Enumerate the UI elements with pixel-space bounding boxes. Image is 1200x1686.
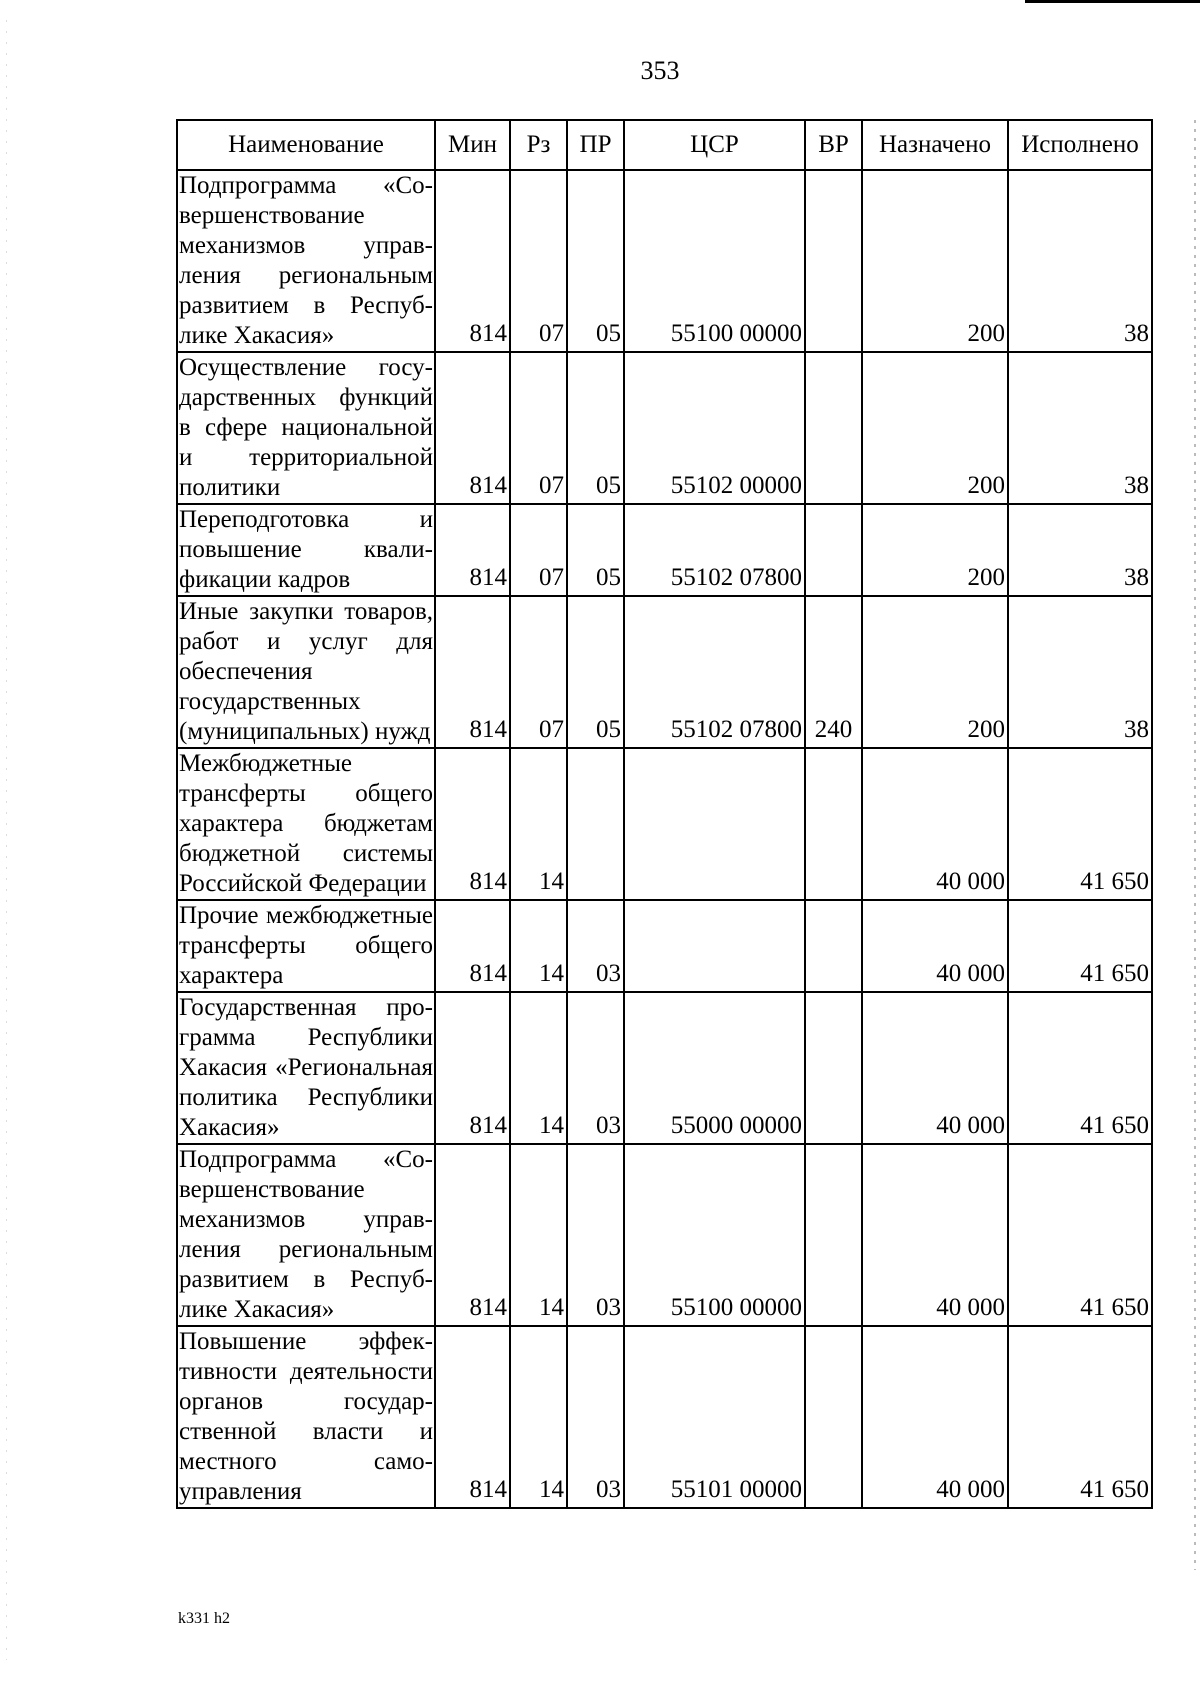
header-vr: ВР [805,120,862,170]
cell-name: Подпрограмма «Совершенствование механизмов управления региональным развитием в Республике Хакасия» [177,1144,435,1326]
cell-vr [805,748,862,900]
cell-min: 814 [435,596,510,748]
cell-pr: 03 [567,992,624,1144]
cell-executed: 38 [1008,352,1152,504]
cell-assigned: 40 000 [862,992,1008,1144]
cell-vr: 240 [805,596,862,748]
cell-min: 814 [435,1326,510,1508]
header-executed: Исполнено [1008,120,1152,170]
cell-pr: 05 [567,504,624,596]
cell-name: Переподготовка и повышение квалификации кадров [177,504,435,596]
cell-csr: 55102 07800 [624,504,805,596]
cell-name: Государственная программа Республики Хакасия «Региональная политика Республики Хакасия» [177,992,435,1144]
cell-min: 814 [435,504,510,596]
header-assigned: Назначено [862,120,1008,170]
scan-edge-right [1194,120,1196,1570]
cell-executed: 41 650 [1008,748,1152,900]
table-row [177,504,1152,596]
cell-csr: 55102 07800 [624,596,805,748]
cell-assigned: 200 [862,504,1008,596]
cell-rz: 14 [510,900,567,992]
cell-assigned: 200 [862,170,1008,352]
cell-name: Иные закупки товаров, работ и услуг для обеспечения государственных (муниципальных) нужд [177,596,435,748]
cell-name: Прочие межбюджетные трансферты общего характера [177,900,435,992]
cell-min: 814 [435,900,510,992]
cell-assigned: 40 000 [862,900,1008,992]
table-body [177,170,1152,1508]
cell-assigned: 200 [862,352,1008,504]
cell-name: Повышение эффективности деятельности органов государственной власти и местного самоуправления [177,1326,435,1508]
cell-vr [805,170,862,352]
cell-min: 814 [435,170,510,352]
cell-vr [805,504,862,596]
cell-rz: 14 [510,748,567,900]
cell-assigned: 200 [862,596,1008,748]
cell-csr [624,900,805,992]
table-row [177,596,1152,748]
table-row [177,352,1152,504]
cell-vr [805,992,862,1144]
cell-csr: 55000 00000 [624,992,805,1144]
cell-assigned: 40 000 [862,1144,1008,1326]
cell-pr: 05 [567,352,624,504]
cell-rz: 07 [510,504,567,596]
cell-vr [805,352,862,504]
cell-min: 814 [435,352,510,504]
cell-assigned: 40 000 [862,748,1008,900]
header-csr: ЦСР [624,120,805,170]
cell-name: Межбюджетные трансферты общего характера бюджетам бюджетной системы Российской Федерации [177,748,435,900]
cell-min: 814 [435,992,510,1144]
table-row [177,1326,1152,1508]
header-min: Мин [435,120,510,170]
cell-min: 814 [435,1144,510,1326]
cell-executed: 38 [1008,504,1152,596]
cell-vr [805,900,862,992]
cell-csr: 55102 00000 [624,352,805,504]
table-row [177,1144,1152,1326]
cell-rz: 07 [510,596,567,748]
cell-rz: 07 [510,352,567,504]
cell-rz: 14 [510,1144,567,1326]
cell-executed: 41 650 [1008,1144,1152,1326]
cell-executed: 41 650 [1008,1326,1152,1508]
cell-executed: 41 650 [1008,900,1152,992]
top-edge-rule [1025,0,1200,3]
footer-code: k331 h2 [178,1610,230,1627]
cell-rz: 07 [510,170,567,352]
cell-executed: 38 [1008,170,1152,352]
cell-rz: 14 [510,992,567,1144]
cell-name: Подпрограмма «Совершенствование механизмов управления региональным развитием в Республике Хакасия» [177,170,435,352]
cell-pr: 03 [567,1326,624,1508]
table-header-row [177,120,1152,170]
page-number: 353 [640,56,680,85]
cell-csr: 55100 00000 [624,170,805,352]
cell-rz: 14 [510,1326,567,1508]
header-pr: ПР [567,120,624,170]
cell-executed: 38 [1008,596,1152,748]
table-row [177,992,1152,1144]
cell-pr: 05 [567,170,624,352]
cell-name: Осуществление государственных функций в сфере национальной и территориальной политики [177,352,435,504]
cell-vr [805,1144,862,1326]
header-name: Наименование [177,120,435,170]
cell-csr: 55100 00000 [624,1144,805,1326]
table-row [177,170,1152,352]
header-rz: Рз [510,120,567,170]
table-row [177,748,1152,900]
cell-min: 814 [435,748,510,900]
cell-pr: 05 [567,596,624,748]
scan-edge-left [6,20,7,1660]
cell-pr: 03 [567,900,624,992]
cell-csr [624,748,805,900]
cell-vr [805,1326,862,1508]
budget-table [176,119,1153,1509]
cell-executed: 41 650 [1008,992,1152,1144]
cell-assigned: 40 000 [862,1326,1008,1508]
table-row [177,900,1152,992]
cell-csr: 55101 00000 [624,1326,805,1508]
cell-pr [567,748,624,900]
cell-pr: 03 [567,1144,624,1326]
